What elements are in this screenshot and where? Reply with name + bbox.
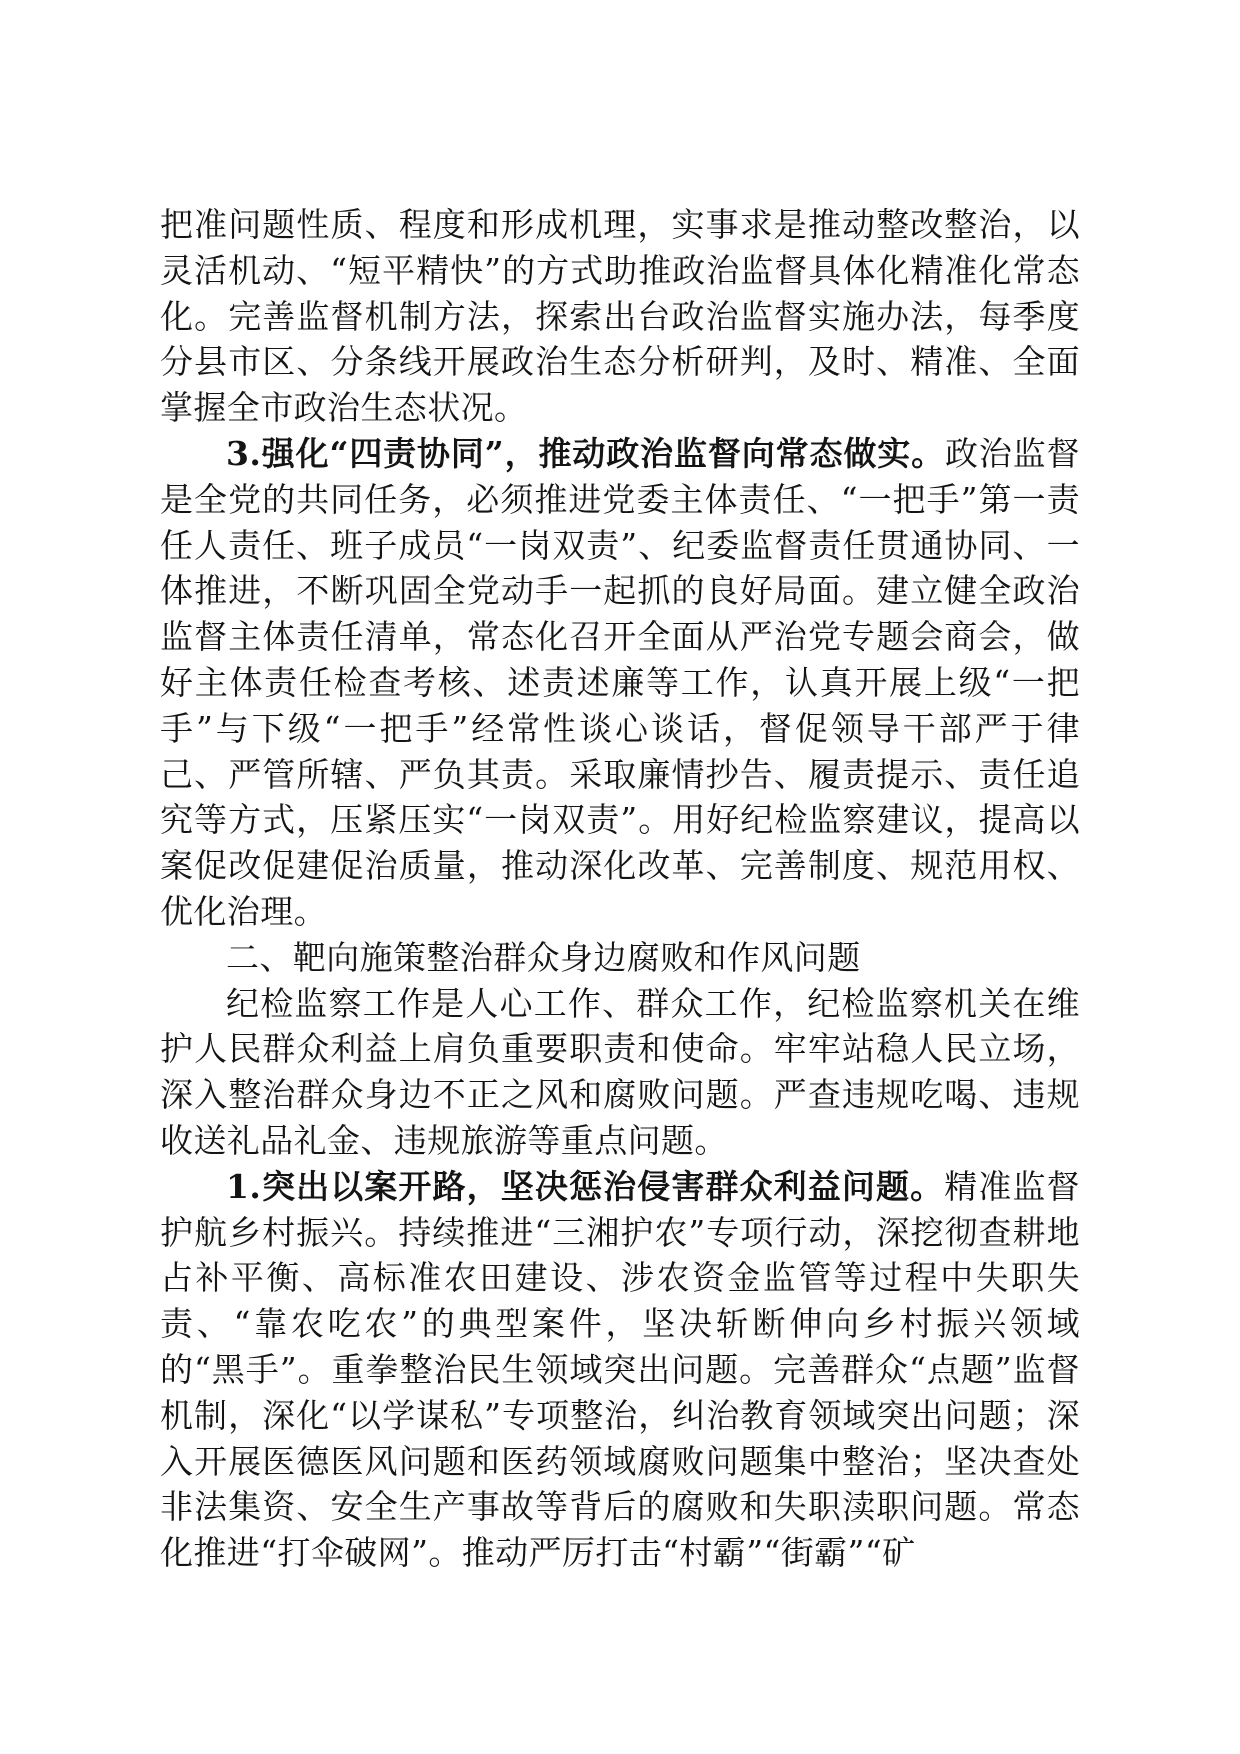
document-page xyxy=(160,202,1080,1576)
paragraph-item-1 xyxy=(160,1164,1080,1576)
section-2-intro: 纪检监察工作是人心工作、群众工作，纪检监察机关在维护人民群众利益上肩负重要职责和使命。牢牢站稳人民立场，深入整治群众身边不正之风和腐败问题。严查违规吃喝、违规收送礼品礼金、违规旅游等重点问题。 xyxy=(160,983,1080,1160)
item-3-body: 政治监督是全党的共同任务，必须推进党委主体责任、“一把手”第一责任人责任、班子成员“一岗双责”、纪委监督责任贯通协同、一体推进，不断巩固全党动手一起抓的良好局面。建立健全政治监督主体责任清单，常态化召开全面从严治党专题会商会，做好主体责任检查考核、述责述廉等工作，认真开展上级“一把手”与下级“一把手”经常性谈心谈话，督促领导干部严于律己、严管所辖、严负其责。采取廉情抄告、履责提示、责任追究等方式，压紧压实“一岗双责”。用好纪检监察建议，提高以案促改促建促治质量，推动深化改革、完善制度、规范用权、优化治理。 xyxy=(160,433,1080,931)
item-3-title: 3.强化“四责协同”，推动政治监督向常态做实。 xyxy=(226,433,945,473)
section-2-heading: 二、靶向施策整治群众身边腐败和作风问题 xyxy=(226,937,861,977)
item-1-title: 1.突出以案开路，坚决惩治侵害群众利益问题。 xyxy=(226,1166,945,1206)
paragraph-continuation: 把准问题性质、程度和形成机理，实事求是推动整改整治，以灵活机动、“短平精快”的方式助推政治监督具体化精准化常态化。完善监督机制方法，探索出台政治监督实施办法，每季度分县市区、分条线开展政治生态分析研判，及时、精准、全面掌握全市政治生态状况。 xyxy=(160,205,1080,428)
paragraph-item-3 xyxy=(160,431,1080,935)
item-1-body: 精准监督护航乡村振兴。持续推进“三湘护农”专项行动，深挖彻查耕地占补平衡、高标准农田建设、涉农资金监管等过程中失职失责、“靠农吃农”的典型案件，坚决斩断伸向乡村振兴领域的“黑手”。重拳整治民生领域突出问题。完善群众“点题”监督机制，深化“以学谋私”专项整治，纠治教育领域突出问题；深入开展医德医风问题和医药领域腐败问题集中整治；坚决查处非法集资、安全生产事故等背后的腐败和失职渎职问题。常态化推进“打伞破网”。推动严厉打击“村霸”“街霸”“矿 xyxy=(160,1166,1080,1573)
